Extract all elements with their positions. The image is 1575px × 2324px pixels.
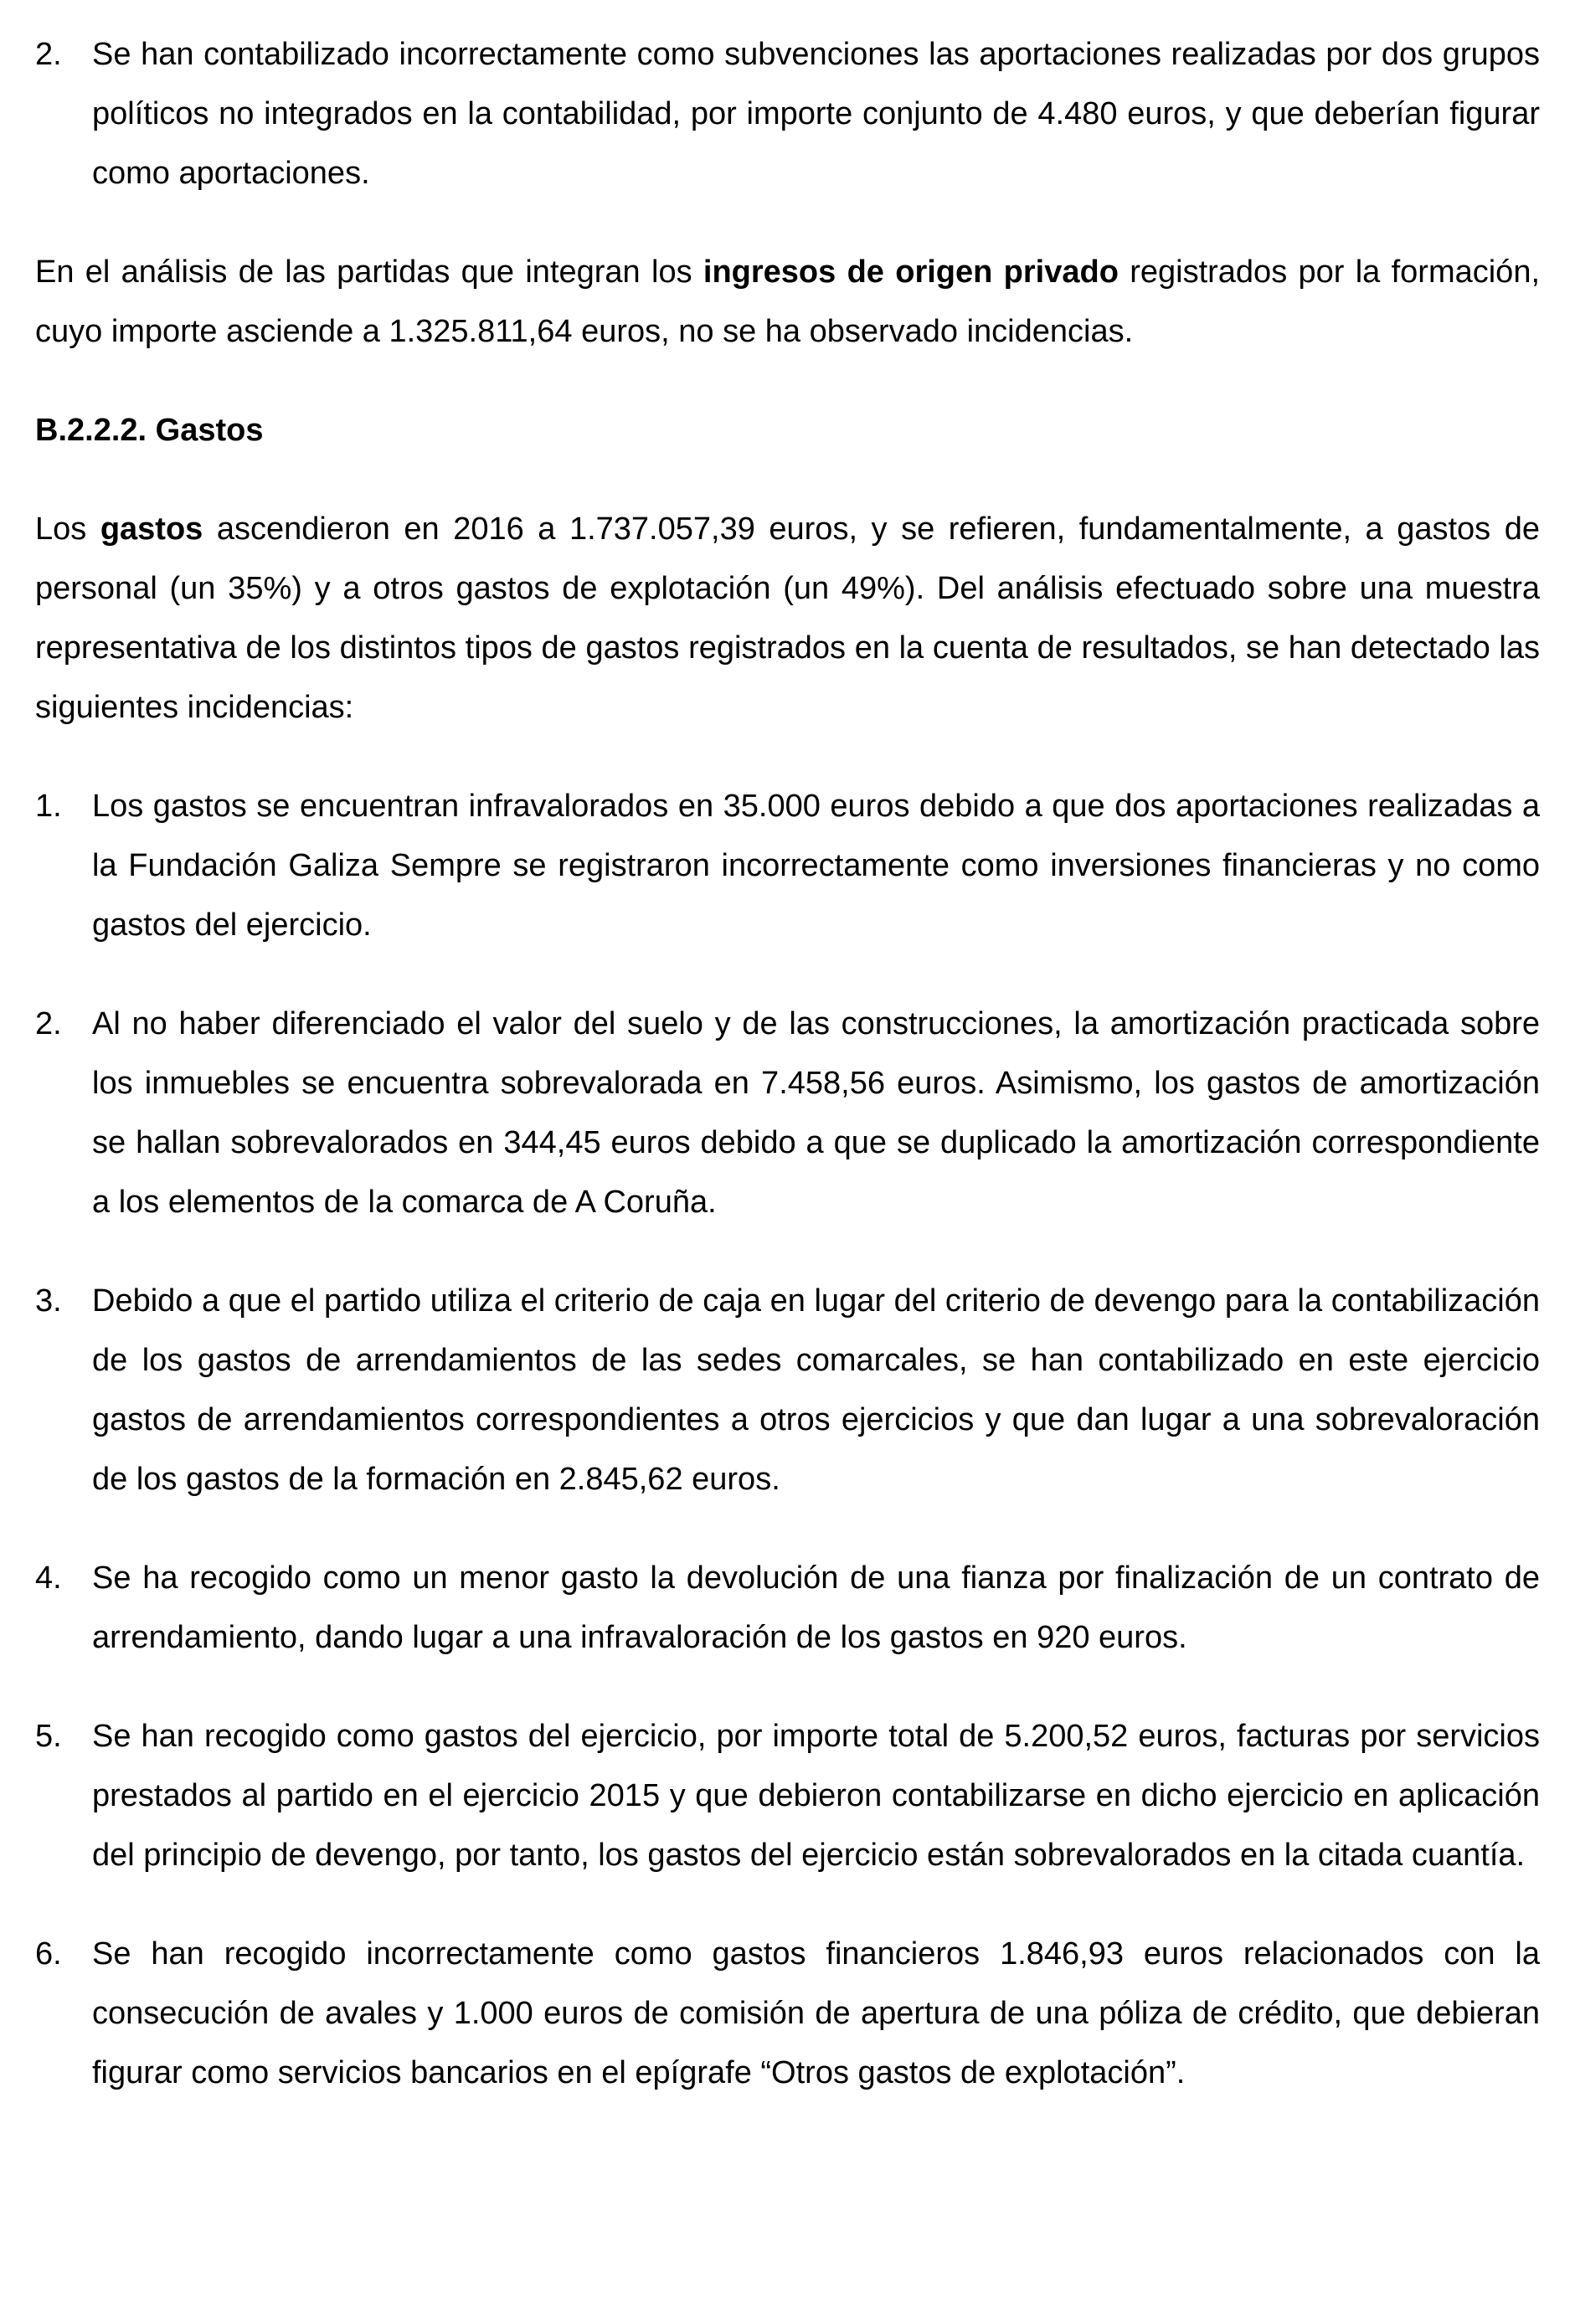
incidencia-item-6 [35, 1925, 1540, 2103]
ingresos-text-after: registrados por la formación, cuyo importe asciende a 1.325.811,64 euros, no se ha observado incidencias. [35, 255, 1541, 349]
list-item-text: Se han contabilizado incorrectamente como subvenciones las aportaciones realizadas por dos grupos políticos no integrados en la contabilidad, por importe conjunto de 4.480 euros, y que deberían figurar como aportaciones. [92, 37, 1540, 191]
list-item-number: 5. [35, 1719, 62, 1754]
list-item-text: Debido a que el partido utiliza el criterio de caja en lugar del criterio de devengo para la contabilización de los gastos de arrendamientos de las sedes comarcales, se han contabilizado en este ejercicio gastos de arrendamientos correspondientes a otros ejercicios y que dan lugar a una sobrevaloración de los gastos de la formación en 2.845,62 euros. [92, 1283, 1540, 1497]
gastos-bold-term: gastos [100, 512, 203, 547]
list-item-text: Al no haber diferenciado el valor del suelo y de las construcciones, la amortización practicada sobre los inmuebles se encuentra sobrevalorada en 7.458,56 euros. Asimismo, los gastos de amortización se hallan sobrevalorados en 344,45 euros debido a que se duplicado la amortización correspondiente a los elementos de la comarca de A Coruña. [92, 1006, 1540, 1220]
list-item-text: Se ha recogido como un menor gasto la devolución de una fianza por finalización de un contrato de arrendamiento, dando lugar a una infravaloración de los gastos en 920 euros. [92, 1560, 1540, 1655]
incidencia-item-3 [35, 1272, 1540, 1509]
list-item-text: Se han recogido incorrectamente como gastos financieros 1.846,93 euros relacionados con la consecución de avales y 1.000 euros de comisión de apertura de una póliza de crédito, que debieran figurar como servicios bancarios en el epígrafe “Otros gastos de explotación”. [92, 1936, 1540, 2090]
document-body [35, 25, 1540, 2142]
ingresos-text-before: En el análisis de las partidas que integran los [35, 255, 703, 290]
section-heading: B.2.2.2. Gastos [35, 413, 264, 448]
incidencia-item-2 [35, 995, 1540, 1232]
ingresos-paragraph [35, 243, 1540, 362]
gastos-text-after: ascendieron en 2016 a 1.737.057,39 euros, y se refieren, fundamentalmente, a gastos de personal (un 35%) y a otros gastos de explotación (un 49%). Del análisis efectuado sobre una muestra representativa de los distintos tipos de gastos registrados en la cuenta de resultados, se han detectado las siguientes incidencias: [35, 512, 1540, 725]
list-item-number: 2. [35, 1006, 62, 1041]
incidencia-item-4 [35, 1549, 1540, 1668]
list-item-number: 2. [35, 37, 62, 72]
list-item-text: Los gastos se encuentran infravalorados en 35.000 euros debido a que dos aportaciones realizadas a la Fundación Galiza Sempre se registraron incorrectamente como inversiones financieras y no como gastos del ejercicio. [92, 789, 1540, 943]
list-item-number: 1. [35, 789, 62, 824]
list-item-number: 6. [35, 1936, 62, 1972]
ingresos-bold-term: ingresos de origen privado [703, 255, 1119, 290]
gastos-text-before: Los [35, 512, 100, 547]
list-item-number: 3. [35, 1283, 62, 1319]
incidencia-item-5 [35, 1707, 1540, 1885]
list-item-number: 4. [35, 1560, 62, 1596]
list-item-subvenciones [35, 25, 1540, 203]
list-item-text: Se han recogido como gastos del ejercicio, por importe total de 5.200,52 euros, facturas por servicios prestados al partido en el ejercicio 2015 y que debieron contabilizarse en dicho ejercicio en aplicación del principio de devengo, por tanto, los gastos del ejercicio están sobrevalorados en la citada cuantía. [92, 1719, 1540, 1873]
incidencia-item-1 [35, 777, 1540, 955]
gastos-paragraph [35, 500, 1540, 738]
